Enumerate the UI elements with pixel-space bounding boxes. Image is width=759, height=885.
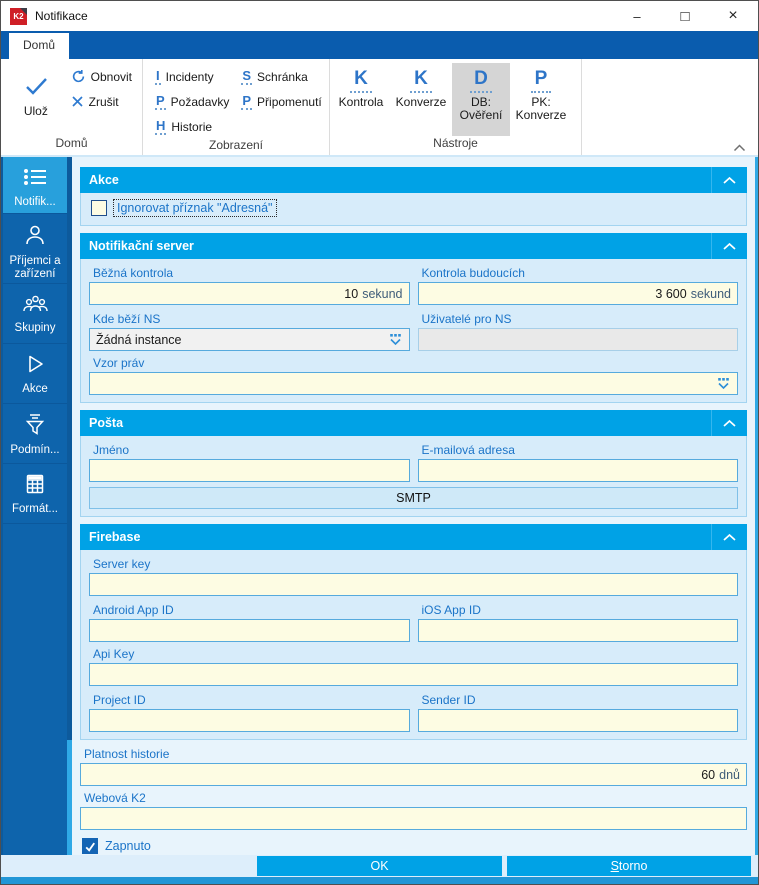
collapse-posta-icon[interactable] xyxy=(711,410,747,436)
project-id-label: Project ID xyxy=(93,693,146,707)
refresh-icon xyxy=(71,69,86,84)
ios-app-id-field[interactable] xyxy=(418,619,739,642)
collapse-akce-icon[interactable] xyxy=(711,167,747,193)
storno-button[interactable]: S torno xyxy=(507,856,751,876)
bezna-kontrola-value: 10 xyxy=(344,286,359,301)
jmeno-field[interactable] xyxy=(89,459,410,482)
dropdown-icon[interactable] xyxy=(388,333,403,346)
pripomenuti-button[interactable] xyxy=(235,90,327,113)
sidebar-item-notifikace[interactable] xyxy=(3,157,67,214)
incidenty-button[interactable] xyxy=(149,65,235,88)
ribbon-tabstrip xyxy=(1,31,758,59)
email-label: E-mailová adresa xyxy=(421,443,515,457)
dropdown-icon[interactable] xyxy=(716,377,731,390)
ignorovat-checkbox[interactable] xyxy=(91,200,107,216)
webova-k2-field[interactable] xyxy=(80,807,747,830)
konverze-label: Konverze xyxy=(395,95,447,109)
sidebar-item-label: Skupiny xyxy=(14,322,56,334)
server-key-label: Server key xyxy=(93,557,151,571)
refresh-button[interactable] xyxy=(65,65,138,88)
list-icon xyxy=(22,166,48,188)
zapnuto-checkbox[interactable] xyxy=(82,838,98,854)
window-title: Notifikace xyxy=(35,9,88,23)
platnost-historie-label: Platnost historie xyxy=(84,747,170,761)
platnost-historie-field[interactable] xyxy=(80,763,747,786)
schranka-button[interactable] xyxy=(235,65,327,88)
vzor-prav-dropdown[interactable] xyxy=(89,372,738,395)
sender-id-label: Sender ID xyxy=(421,693,476,707)
kontrola-budoucich-label: Kontrola budoucích xyxy=(421,266,525,280)
check-icon xyxy=(23,69,49,97)
pk-konverze-label: PK: xyxy=(531,95,551,109)
ribbon-filler xyxy=(582,59,758,155)
uzivatele-pro-ns-field xyxy=(418,328,739,351)
api-key-field[interactable] xyxy=(89,663,738,686)
uzivatele-pro-ns-label: Uživatelé pro NS xyxy=(421,312,512,326)
tab-domu[interactable]: Domů xyxy=(9,33,69,59)
maximize-icon[interactable]: □ xyxy=(680,7,690,25)
bezna-kontrola-unit: sekund xyxy=(362,286,403,301)
kontrola-label: Kontrola xyxy=(338,95,384,109)
kontrola-budoucich-field[interactable] xyxy=(418,282,739,305)
email-field[interactable] xyxy=(418,459,739,482)
table-icon xyxy=(24,473,46,495)
k2-logo-icon: K2 xyxy=(10,8,27,25)
save-button-label: Ulož xyxy=(23,104,48,118)
x-icon xyxy=(71,95,84,108)
project-id-field[interactable] xyxy=(89,709,410,732)
form-content xyxy=(72,157,755,855)
sidebar-item-podminky[interactable] xyxy=(3,404,67,464)
refresh-button-label: Obnovit xyxy=(90,69,132,84)
api-key-label: Api Key xyxy=(93,647,135,661)
sidebar xyxy=(3,157,67,855)
section-posta-title: Pošta xyxy=(89,416,124,430)
sender-id-field[interactable] xyxy=(418,709,739,732)
section-firebase xyxy=(80,524,747,740)
kde-bezi-ns-value: Žádná instance xyxy=(96,332,182,347)
section-server xyxy=(80,233,747,403)
schranka-label: Schránka xyxy=(257,69,308,84)
platnost-historie-unit: dnů xyxy=(719,767,740,782)
window-bottom-edge xyxy=(1,877,758,884)
sidebar-item-label: Formát... xyxy=(11,503,58,515)
smtp-button[interactable]: SMTP xyxy=(89,487,738,509)
kontrola-letter-icon: K xyxy=(350,69,372,93)
save-button[interactable] xyxy=(7,63,65,136)
historie-button[interactable] xyxy=(149,115,235,138)
sidebar-item-label: Notifik... xyxy=(14,196,56,208)
ribbon-group-label-domu: Domů xyxy=(55,136,88,150)
person-icon xyxy=(23,223,47,247)
bezna-kontrola-label: Běžná kontrola xyxy=(93,266,174,280)
ribbon-group-nastroje xyxy=(330,59,582,155)
ios-app-id-label: iOS App ID xyxy=(421,603,481,617)
sidebar-item-label: Podmín... xyxy=(10,444,60,456)
db-overeni-letter-icon: D xyxy=(470,69,492,93)
ribbon-group-domu xyxy=(1,59,143,155)
ok-button[interactable]: OK xyxy=(257,856,502,876)
vzor-prav-label: Vzor práv xyxy=(93,356,145,370)
android-app-id-field[interactable] xyxy=(89,619,410,642)
platnost-historie-value: 60 xyxy=(701,767,716,782)
ribbon xyxy=(1,59,758,157)
pripomenuti-label: Připomenutí xyxy=(257,94,322,109)
cancel-button[interactable] xyxy=(65,90,138,113)
ribbon-group-label-zobrazeni: Zobrazení xyxy=(208,138,264,152)
sidebar-item-label: Příjemci a zařízení xyxy=(9,255,61,280)
kontrola-budoucich-value: 3 600 xyxy=(655,286,687,301)
kontrola-budoucich-unit: sekund xyxy=(690,286,731,301)
section-posta xyxy=(80,410,747,517)
kde-bezi-ns-dropdown[interactable] xyxy=(89,328,410,351)
sidebar-item-prijemci[interactable] xyxy=(3,214,67,284)
konverze-button[interactable] xyxy=(392,63,450,136)
ignorovat-checkbox-label[interactable]: Ignorovat příznak "Adresná" xyxy=(114,200,276,216)
title-bar xyxy=(1,1,758,31)
cancel-button-label: Zrušit xyxy=(88,94,119,109)
window-controls xyxy=(628,7,758,25)
pk-konverze-button[interactable]: P PK: Konverze xyxy=(515,68,567,122)
webova-k2-label: Webová K2 xyxy=(84,791,146,805)
minimize-icon[interactable]: – xyxy=(633,8,641,24)
ribbon-group-zobrazeni xyxy=(143,59,330,155)
server-key-field[interactable] xyxy=(89,573,738,596)
schranka-letter-icon: S xyxy=(242,67,252,83)
zapnuto-checkbox-label[interactable]: Zapnuto xyxy=(105,839,151,853)
sidebar-item-label: Akce xyxy=(22,383,48,395)
collapse-firebase-icon[interactable] xyxy=(711,524,747,550)
close-icon[interactable]: × xyxy=(728,7,738,24)
db-overeni-label: DB: xyxy=(470,95,491,109)
kontrola-button[interactable] xyxy=(332,63,390,136)
historie-label: Historie xyxy=(171,119,213,134)
sidebar-item-akce[interactable] xyxy=(3,344,67,404)
collapse-server-icon[interactable] xyxy=(711,233,747,259)
section-akce-title: Akce xyxy=(89,173,119,187)
incidenty-letter-icon: I xyxy=(156,67,160,83)
pripomenuti-letter-icon: P xyxy=(242,92,252,108)
ribbon-group-label-nastroje: Nástroje xyxy=(433,136,478,150)
bezna-kontrola-field[interactable] xyxy=(89,282,410,305)
footer-bar xyxy=(1,855,758,877)
sidebar-splitter[interactable] xyxy=(67,157,72,855)
kde-bezi-ns-label: Kde běží NS xyxy=(93,312,161,326)
db-overeni-button[interactable]: D DB: Ověření xyxy=(452,63,510,136)
jmeno-label: Jméno xyxy=(93,443,130,457)
ribbon-collapse-icon[interactable] xyxy=(733,144,746,152)
konverze-letter-icon: K xyxy=(410,69,432,93)
incidenty-label: Incidenty xyxy=(165,69,214,84)
sidebar-item-skupiny[interactable] xyxy=(3,284,67,344)
section-server-title: Notifikační server xyxy=(89,239,194,253)
sidebar-item-format[interactable] xyxy=(3,464,67,524)
android-app-id-label: Android App ID xyxy=(93,603,174,617)
section-akce xyxy=(80,167,747,226)
play-icon xyxy=(24,353,46,375)
people-icon xyxy=(22,293,49,314)
filter-icon xyxy=(24,413,46,436)
historie-letter-icon: H xyxy=(156,117,166,133)
pozadavky-letter-icon: P xyxy=(156,92,165,108)
section-firebase-title: Firebase xyxy=(89,530,141,544)
pozadavky-button[interactable] xyxy=(149,90,235,113)
pk-konverze-letter-icon: P xyxy=(531,69,552,93)
pozadavky-label: Požadavky xyxy=(170,94,230,109)
